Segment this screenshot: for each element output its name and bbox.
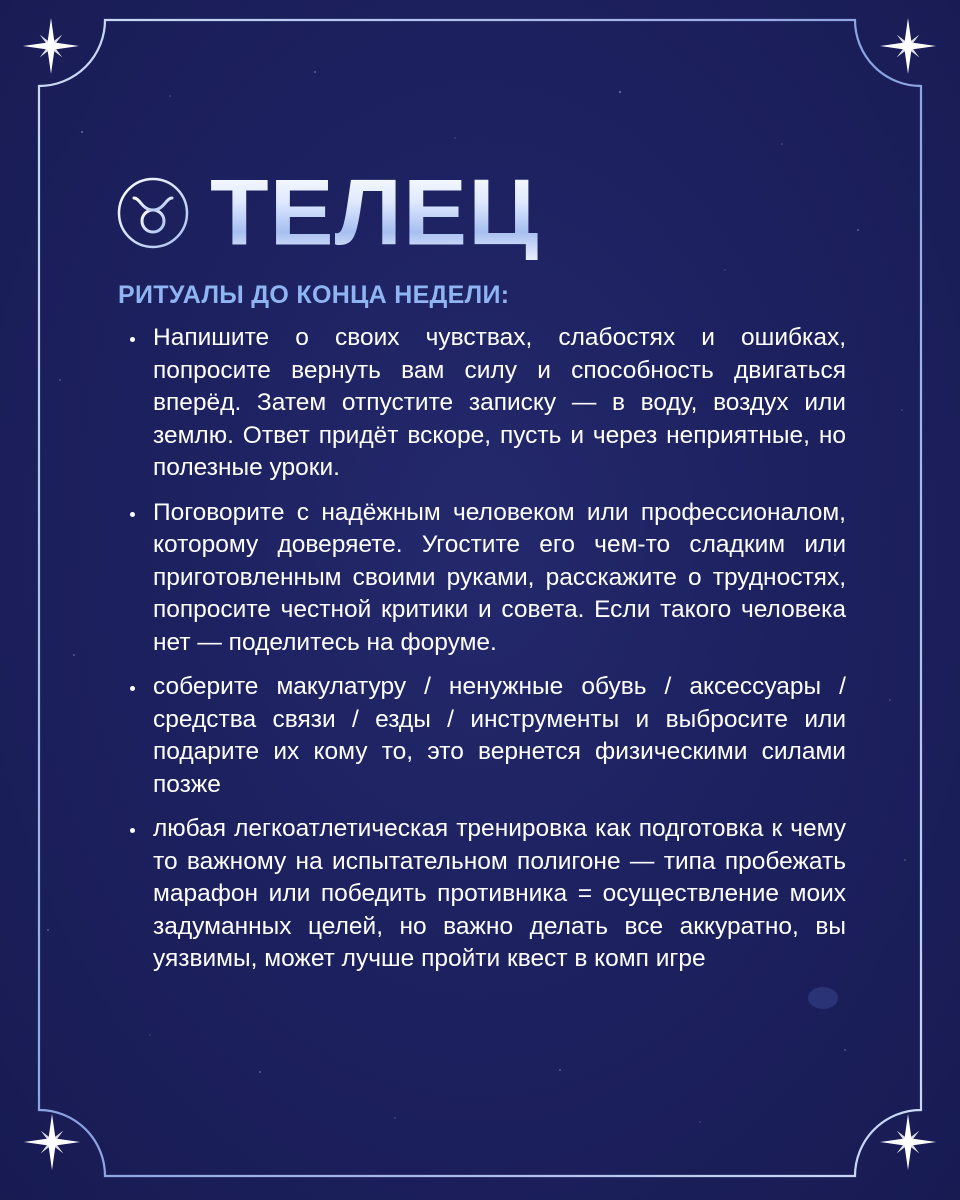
list-item-text: Напишите о своих чувствах, слабостях и ошибках, попросите вернуть вам силу и способность двигаться вперёд. Затем отпустите записку — в воду, воздух или землю. Ответ придёт вскоре, пусть и через неприятные, но полезные уроки.	[153, 324, 846, 481]
taurus-icon	[116, 176, 190, 250]
bullet-icon	[130, 337, 135, 342]
header	[116, 158, 539, 268]
rituals-list	[130, 322, 846, 988]
sparkle-icon	[876, 1110, 940, 1174]
list-item-text: любая легкоатлетическая тренировка как подготовка к чему то важному на испытательном полигоне — типа пробежать марафон или победить противника = осуществление моих задуманных целей, но важно делать все аккуратно, вы уязвимы, может лучше пройти квест в комп игре	[153, 815, 846, 972]
list-item	[130, 671, 846, 801]
sparkle-icon	[19, 14, 83, 78]
list-item	[130, 497, 846, 660]
list-item-text: Поговорите с надёжным человеком или профессионалом, которому доверяете. Угостите его чем-то сладким или приготовленным своими руками, расскажите о трудностях, попросите честной критики и совета. Если такого человека нет — поделитесь на форуме.	[153, 498, 846, 656]
section-heading: РИТУАЛЫ ДО КОНЦА НЕДЕЛИ:	[118, 281, 510, 309]
page-title: ТЕЛЕЦ	[210, 160, 540, 265]
list-item	[130, 813, 846, 976]
bullet-icon	[130, 686, 135, 691]
bullet-icon	[130, 828, 135, 833]
sparkle-icon	[20, 1110, 84, 1174]
list-item-text: соберите макулатуру / ненужные обувь / аксессуары / средства связи / езды / инструменты и выбросите или подарите их кому то, это вернется физическими силами позже	[153, 673, 846, 798]
list-item	[130, 322, 846, 485]
sparkle-icon	[876, 14, 940, 78]
bullet-icon	[130, 512, 135, 517]
